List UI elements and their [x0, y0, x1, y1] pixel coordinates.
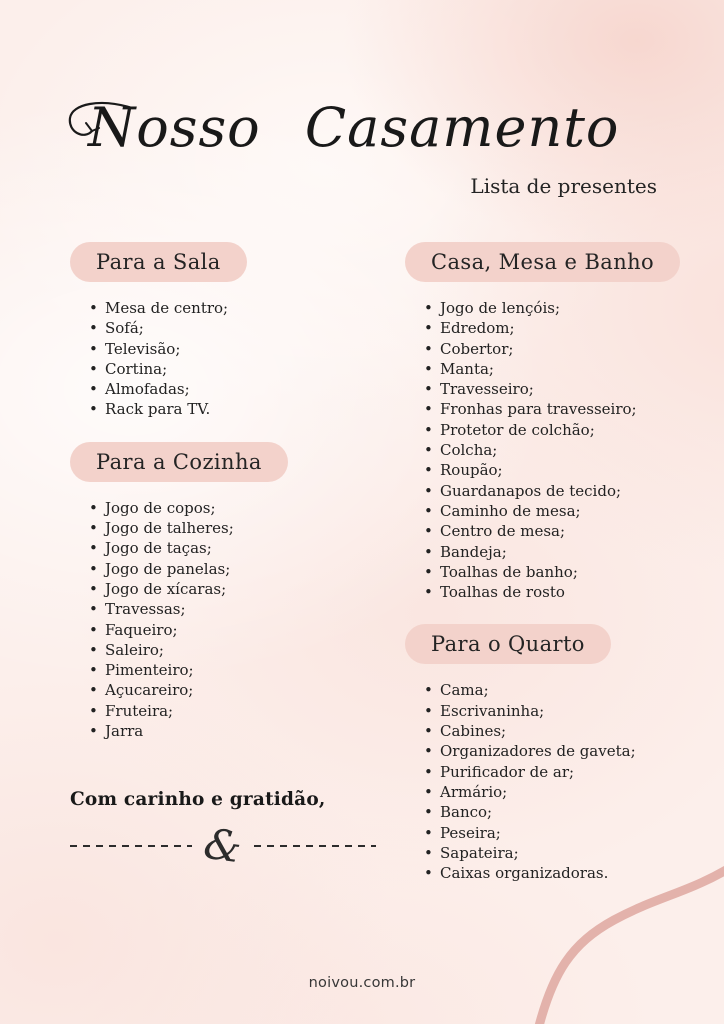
gift-item: • Mesa de centro;	[70, 298, 390, 318]
gift-item: • Açucareiro;	[70, 680, 390, 700]
gift-item: • Jogo de panelas;	[70, 559, 390, 579]
section-para-o-quarto	[405, 624, 710, 883]
gift-item: • Fruteira;	[70, 701, 390, 721]
section-header-para-a-sala: Para a Sala	[70, 242, 247, 282]
left-column	[70, 242, 390, 873]
gift-item: • Caixas organizadoras.	[405, 863, 710, 883]
gift-list-para-o-quarto	[405, 680, 710, 883]
gift-item: • Saleiro;	[70, 640, 390, 660]
gift-item: • Jogo de lençóis;	[405, 298, 710, 318]
gift-item: • Centro de mesa;	[405, 521, 710, 541]
gift-item: • Jogo de taças;	[70, 538, 390, 558]
gift-item: • Sapateira;	[405, 843, 710, 863]
gift-item: • Fronhas para travesseiro;	[405, 399, 710, 419]
gift-item: • Bandeja;	[405, 542, 710, 562]
gift-item: • Protetor de colchão;	[405, 420, 710, 440]
section-casa-mesa-banho	[405, 242, 710, 602]
gift-item: • Travesseiro;	[405, 379, 710, 399]
page-subtitle: Lista de presentes	[470, 174, 657, 198]
gift-item: • Cobertor;	[405, 339, 710, 359]
gift-item: • Televisão;	[70, 339, 390, 359]
gift-item: • Manta;	[405, 359, 710, 379]
gift-item: • Jogo de xícaras;	[70, 579, 390, 599]
signature-line	[70, 818, 376, 873]
gift-item: • Faqueiro;	[70, 620, 390, 640]
signature-dash-right	[254, 845, 376, 847]
gift-item: • Caminho de mesa;	[405, 501, 710, 521]
footer-site-url: noivou.com.br	[308, 975, 416, 991]
gift-item: • Roupão;	[405, 460, 710, 480]
gift-item: • Jogo de talheres;	[70, 518, 390, 538]
page-title: Nosso Casamento	[88, 96, 620, 159]
gift-item: • Almofadas;	[70, 379, 390, 399]
gift-item: • Toalhas de banho;	[405, 562, 710, 582]
gift-list-casa-mesa-banho	[405, 298, 710, 602]
gift-item: • Toalhas de rosto	[405, 582, 710, 602]
gift-list-para-a-sala	[70, 298, 390, 420]
gift-item: • Edredom;	[405, 318, 710, 338]
signature-dash-left	[70, 845, 192, 847]
right-column	[405, 242, 710, 883]
gift-item: • Colcha;	[405, 440, 710, 460]
section-header-para-a-cozinha: Para a Cozinha	[70, 442, 288, 482]
gift-item: • Jarra	[70, 721, 390, 741]
gift-item: • Banco;	[405, 802, 710, 822]
section-para-a-cozinha	[70, 442, 390, 742]
section-header-casa-mesa-banho: Casa, Mesa e Banho	[405, 242, 680, 282]
gift-item: • Sofá;	[70, 318, 390, 338]
gift-item: • Cama;	[405, 680, 710, 700]
ampersand-flourish: &	[201, 818, 246, 873]
closing-message: Com carinho e gratidão,	[70, 789, 326, 811]
gift-item: • Rack para TV.	[70, 399, 390, 419]
gift-item: • Travessas;	[70, 599, 390, 619]
gift-item: • Escrivaninha;	[405, 701, 710, 721]
gift-item: • Purificador de ar;	[405, 762, 710, 782]
gift-item: • Guardanapos de tecido;	[405, 481, 710, 501]
section-para-a-sala	[70, 242, 390, 420]
gift-item: • Jogo de copos;	[70, 498, 390, 518]
gift-item: • Peseira;	[405, 823, 710, 843]
gift-item: • Cortina;	[70, 359, 390, 379]
gift-item: • Armário;	[405, 782, 710, 802]
gift-item: • Pimenteiro;	[70, 660, 390, 680]
gift-item: • Organizadores de gaveta;	[405, 741, 710, 761]
gift-item: • Cabines;	[405, 721, 710, 741]
gift-list-para-a-cozinha	[70, 498, 390, 742]
section-header-para-o-quarto: Para o Quarto	[405, 624, 611, 664]
